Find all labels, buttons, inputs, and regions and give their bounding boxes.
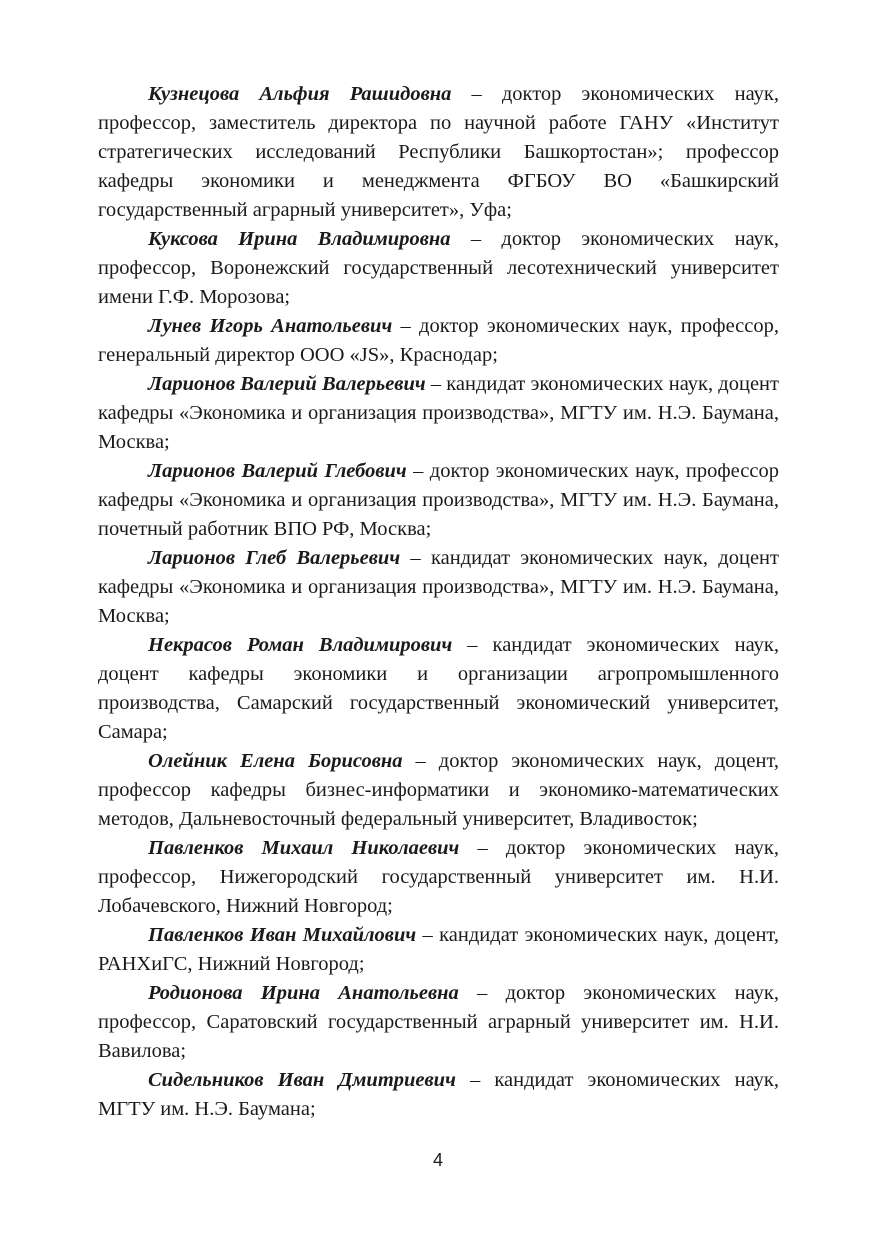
author-name: Ларионов Валерий Валерьевич (148, 373, 426, 395)
author-description: – доктор экономических наук, профессор, Воронежский государственный лесотехнический университет имени Г.Ф. Морозова; (98, 228, 779, 308)
author-description: – доктор экономических наук, профессор, генеральный директор ООО «JS», Краснодар; (98, 315, 779, 366)
author-name: Павленков Иван Михайлович (148, 924, 417, 946)
author-description: – доктор экономических наук, доцент, профессор кафедры бизнес-информатики и экономико-математических методов, Дальневосточный федеральный университет, Владивосток; (98, 750, 779, 830)
author-entry (98, 1066, 779, 1124)
author-description: – кандидат экономических наук, МГТУ им. Н.Э. Баумана; (98, 1069, 779, 1120)
page-number: 4 (432, 1150, 443, 1170)
author-entry (98, 80, 779, 225)
author-description: – доктор экономических наук, профессор, Саратовский государственный аграрный университет им. Н.И. Вавилова; (98, 982, 779, 1062)
document-body (98, 80, 779, 1124)
author-description: – кандидат экономических наук, доцент кафедры «Экономика и организация производства», МГТУ им. Н.Э. Баумана, Москва; (98, 373, 779, 453)
author-entry (98, 921, 779, 979)
author-name: Павленков Михаил Николаевич (148, 837, 460, 859)
author-name: Сидельников Иван Дмитриевич (148, 1069, 456, 1091)
author-entry (98, 747, 779, 834)
author-name: Некрасов Роман Владимирович (148, 634, 453, 656)
author-description: – кандидат экономических наук, доцент кафедры экономики и организации агропромышленного производства, Самарский государственный экономический университет, Самара; (98, 634, 779, 743)
author-description: – кандидат экономических наук, доцент кафедры «Экономика и организация производства», МГТУ им. Н.Э. Баумана, Москва; (98, 547, 779, 627)
author-entry (98, 457, 779, 544)
author-entry (98, 225, 779, 312)
author-entry (98, 312, 779, 370)
author-name: Ларионов Валерий Глебович (148, 460, 407, 482)
author-description: – доктор экономических наук, профессор кафедры «Экономика и организация производства», МГТУ им. Н.Э. Баумана, почетный работник ВПО РФ, Москва; (98, 460, 779, 540)
author-name: Ларионов Глеб Валерьевич (148, 547, 401, 569)
author-name: Олейник Елена Борисовна (148, 750, 403, 772)
author-name: Лунев Игорь Анатольевич (148, 315, 393, 337)
author-name: Кузнецова Альфия Рашидовна (148, 83, 452, 105)
author-entry (98, 631, 779, 747)
author-description: – доктор экономических наук, профессор, заместитель директора по научной работе ГАНУ «Институт стратегических исследований Республики Башкортостан»; профессор кафедры экономики и менеджмента ФГБОУ ВО «Башкирский государственный аграрный университет», Уфа; (98, 83, 779, 221)
author-description: – кандидат экономических наук, доцент, РАНХиГС, Нижний Новгород; (98, 924, 779, 975)
author-name: Куксова Ирина Владимировна (148, 228, 451, 250)
author-entry (98, 370, 779, 457)
author-entry (98, 834, 779, 921)
author-name: Родионова Ирина Анатольевна (148, 982, 459, 1004)
author-entry (98, 544, 779, 631)
author-entry (98, 979, 779, 1066)
author-description: – доктор экономических наук, профессор, Нижегородский государственный университет им. Н.И. Лобачевского, Нижний Новгород; (98, 837, 779, 917)
